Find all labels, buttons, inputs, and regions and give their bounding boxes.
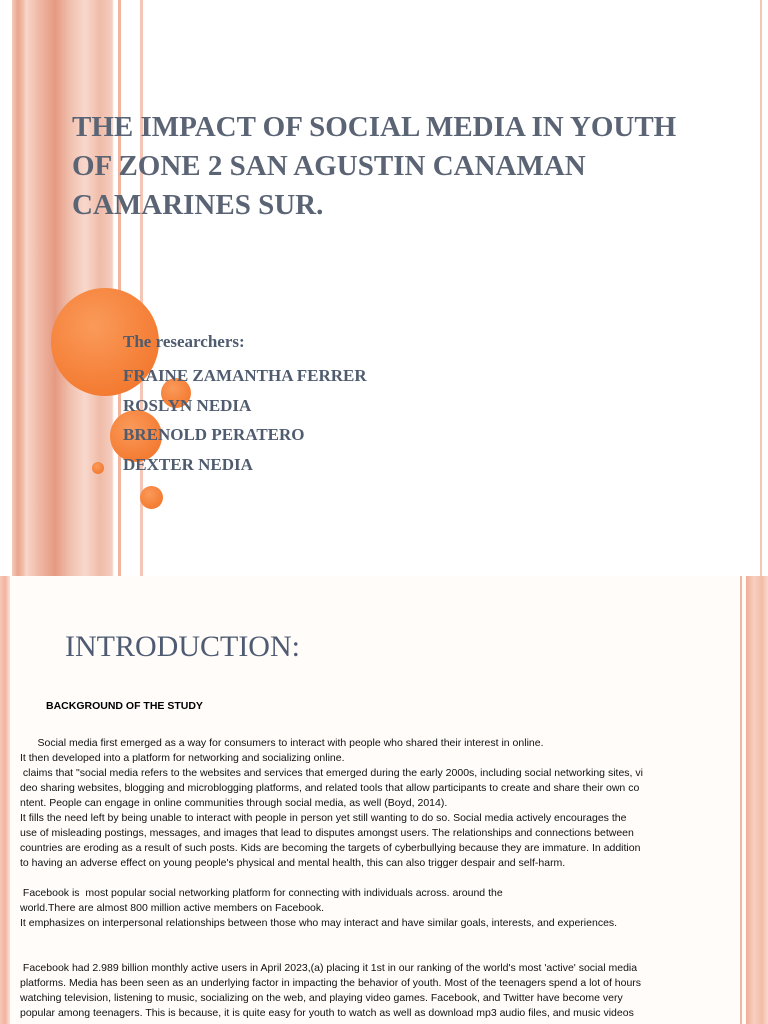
decorative-circle [140,486,163,509]
text-line: It fills the need left by being unable to interact with people in person yet still wanting to do so. Social media actively encourages the [20,812,627,824]
text-line: Social media first emerged as a way for consumers to interact with people who shared their interest in online. [20,737,544,749]
researchers-block [123,331,367,479]
decorative-band [736,576,768,1024]
researcher-name: DEXTER NEDIA [123,454,253,474]
researchers-label: The researchers: [123,332,245,351]
text-line: countries are eroding as a result of such posts. Kids are becoming the targets of cyberbullying because they are immature. In addition [20,842,641,854]
researcher-name: FRAINE ZAMANTHA FERRER [123,366,367,385]
background-heading: BACKGROUND OF THE STUDY [46,700,203,712]
text-line: It then developed into a platform for networking and socializing online. [20,752,345,764]
text-line: deo sharing websites, blogging and microblogging platforms, and related tools that allow participants to create and share their own co [20,782,640,794]
text-line: Facebook had 2.989 billion monthly active users in April 2023,(a) placing it 1st in our ranking of the world's most 'active' social media [20,962,638,974]
text-line: use of misleading postings, messages, and images that lead to disputes amongst users. The relationships and connections between [20,827,634,839]
decorative-stripes [0,0,150,576]
text-line: ntent. People can engage in online communities through social media, as well (Boyd, 2014). [20,797,448,809]
decorative-line [760,0,762,576]
text-line: It emphasizes on interpersonal relationships between those who may interact and have similar goals, interests, and experiences. [20,917,618,929]
decorative-band [0,576,10,1024]
text-line: Facebook is most popular social networking platform for connecting with individuals across. around the [20,887,503,899]
introduction-slide [0,576,768,1024]
text-line: to having an adverse effect on young people's physical and mental health, this can also trigger despair and self-harm. [20,857,566,869]
slide-title: THE IMPACT OF SOCIAL MEDIA IN YOUTH OF ZONE 2 SAN AGUSTIN CANAMAN CAMARINES SUR. [72,111,677,221]
text-line: platforms. Media has been seen as an underlying factor in impacting the behavior of youth. Most of the teenagers spend a lot of hours [20,977,642,989]
text-line: watching television, listening to music, socializing on the web, and playing video games. Facebook, and Twitter have become very [20,992,623,1004]
text-line: world.There are almost 800 million active members on Facebook. [20,902,325,914]
researcher-name: BRENOLD PERATERO [123,425,305,444]
text-line: popular among teenagers. This is because, it is quite easy for youth to watch as well as download mp3 audio files, and music videos [20,1007,634,1019]
introduction-heading: INTRODUCTION: [65,630,300,663]
body-text [20,736,720,1021]
text-line: claims that "social media refers to the websites and services that emerged during the early 2000s, including social networking sites, vi [20,767,643,779]
decorative-circle [92,462,104,474]
researcher-name: ROSLYN NEDIA [123,395,252,415]
